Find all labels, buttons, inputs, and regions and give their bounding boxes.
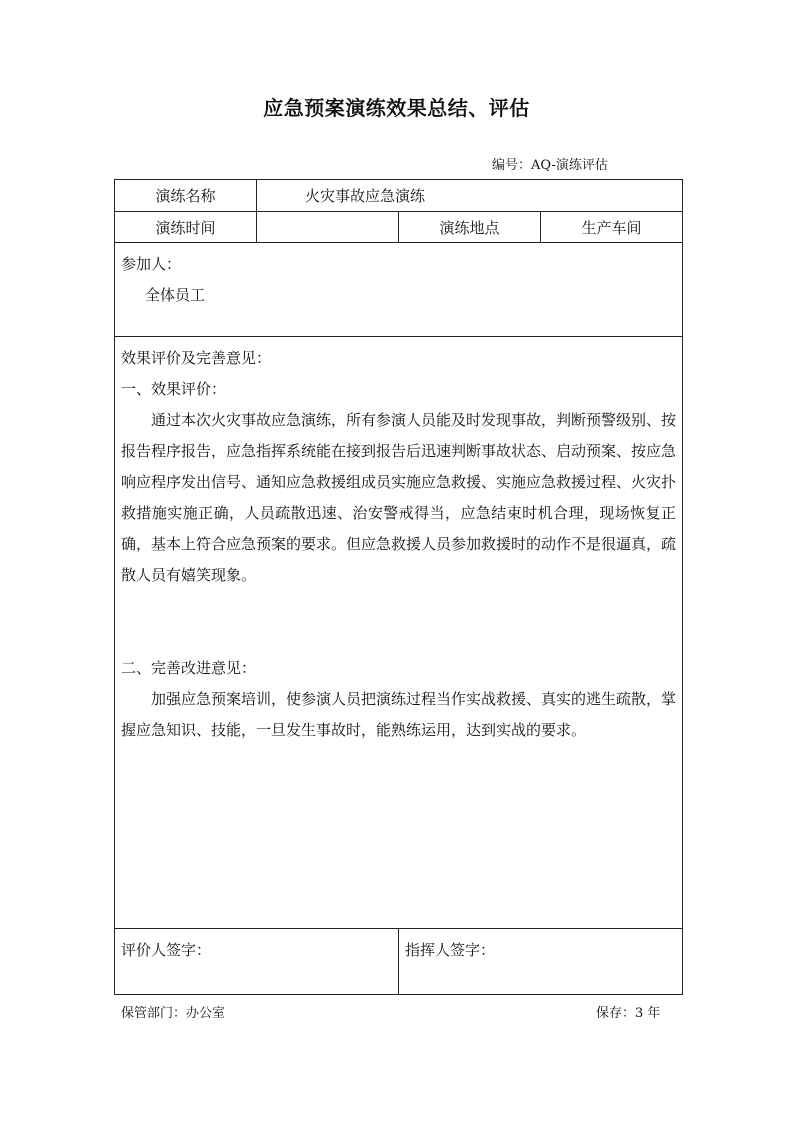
- drill-time-label: 演练时间: [115, 212, 257, 243]
- evaluation-heading: 效果评价及完善意见：: [121, 349, 272, 367]
- evaluation-cell: [115, 337, 683, 929]
- commander-signature-cell: [399, 929, 683, 995]
- drill-location-value: 生产车间: [541, 212, 683, 243]
- evaluator-signature-cell: [115, 929, 399, 995]
- document-number: 编号：AQ-演练评估: [492, 158, 608, 173]
- section2-heading: 二、完善改进意见：: [121, 659, 257, 677]
- drill-name-label: 演练名称: [115, 180, 257, 212]
- participants-value: 全体员工: [145, 286, 206, 304]
- document-title: 应急预案演练效果总结、评估: [263, 96, 530, 120]
- retention-period: 保存：3 年: [596, 1006, 661, 1021]
- section1-heading: 一、效果评价：: [121, 380, 227, 398]
- participants-cell: [115, 243, 683, 337]
- participants-label: 参加人：: [121, 255, 182, 273]
- drill-location-label: 演练地点: [399, 212, 541, 243]
- section1-body: 通过本次火灾事故应急演练，所有参演人员能及时发现事故，判断预警级别、按报告程序报告，应急指挥系统能在接到报告后迅速判断事故状态、启动预案、按应急响应程序发出信号、通知应急救援组成员实施应急救援、实施应急救援过程、火灾扑救措施实施正确，人员疏散迅速、治安警戒得当，应急结束时机合理，现场恢复正确，基本上符合应急预案的要求。但应急救援人员参加救援时的动作不是很逼真，疏散人员有嬉笑现象。: [121, 411, 677, 584]
- drill-time-value: [257, 212, 399, 243]
- evaluator-signature-label: 评价人签字：: [121, 941, 212, 959]
- drill-evaluation-form: [114, 179, 683, 995]
- section2-body: 加强应急预案培训，使参演人员把演练过程当作实战救援、真实的逃生疏散，掌握应急知识、技能，一旦发生事故时，能熟练运用，达到实战的要求。: [121, 690, 677, 739]
- commander-signature-label: 指挥人签字：: [405, 941, 496, 959]
- drill-name-value: 火灾事故应急演练: [257, 180, 683, 212]
- custodian-department: 保管部门：办公室: [121, 1006, 226, 1021]
